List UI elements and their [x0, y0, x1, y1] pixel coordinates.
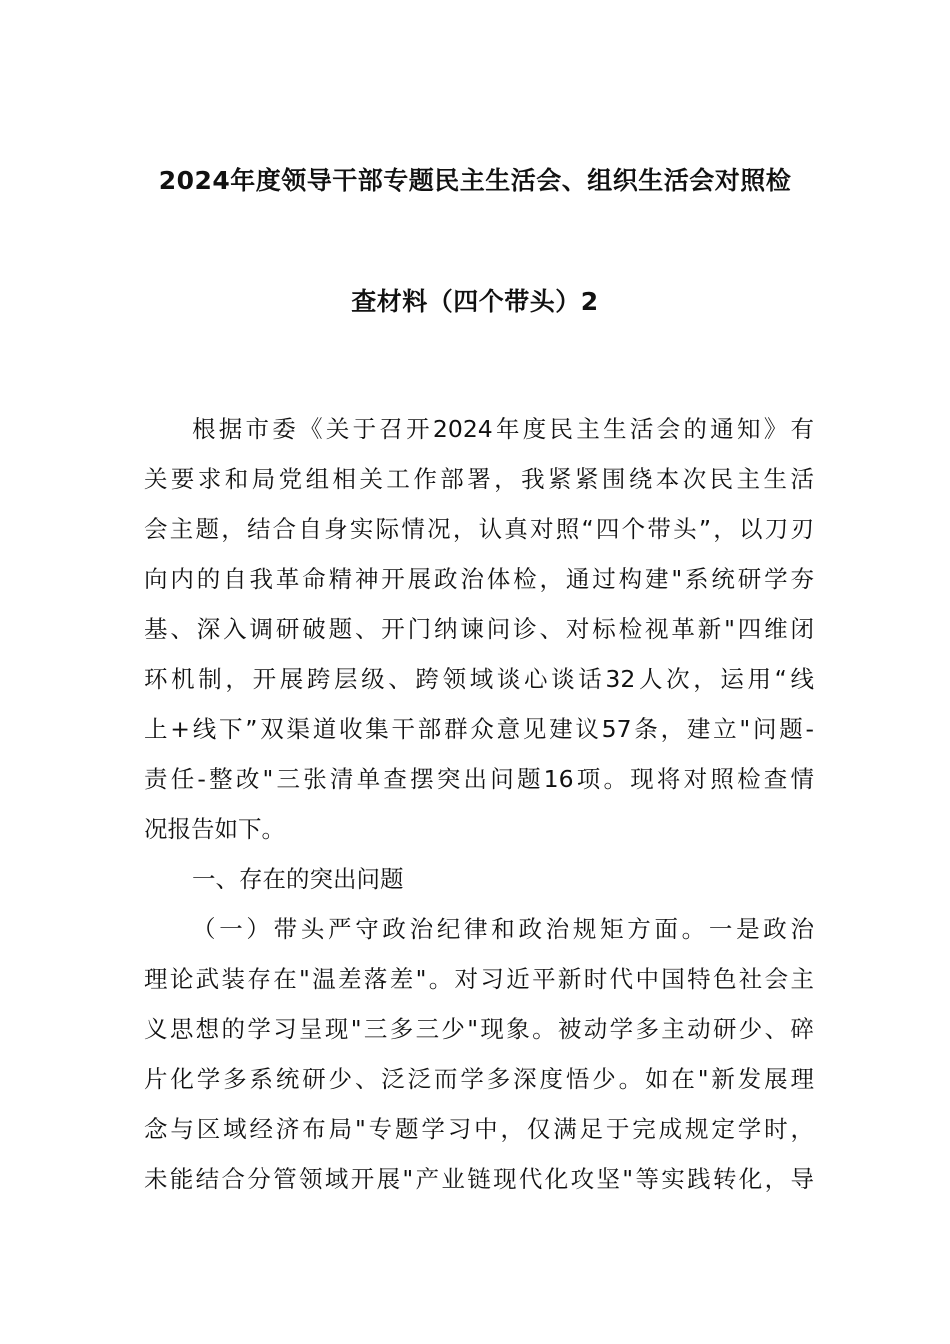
section-heading: [144, 854, 814, 904]
text-line: 会主题，结合自身实际情况，认真对照“四个带头”，以刀刃: [144, 515, 814, 543]
text-line: 片化学多系统研少、泛泛而学多深度悟少。如在"新发展理: [144, 1065, 814, 1093]
text-line: 上+线下”双渠道收集干部群众意见建议57条，建立"问题-: [144, 715, 814, 743]
text-line: 责任-整改"三张清单查摆突出问题16项。现将对照检查情: [144, 765, 814, 793]
text-line: 理论武装存在"温差落差"。对习近平新时代中国特色社会主: [144, 965, 814, 993]
text-line: 环机制，开展跨层级、跨领域谈心谈话32人次，运用“线: [144, 665, 814, 693]
text-line: 未能结合分管领域开展"产业链现代化攻坚"等实践转化，导: [144, 1165, 814, 1193]
section-1-heading: 一、存在的突出问题: [192, 865, 404, 893]
text-line: 向内的自我革命精神开展政治体检，通过构建"系统研学夯: [144, 565, 814, 593]
text-line: 基、深入调研破题、开门纳谏问诊、对标检视革新"四维闭: [144, 615, 814, 643]
text-line: 关要求和局党组相关工作部署，我紧紧围绕本次民主生活: [144, 465, 814, 493]
document-body: [144, 404, 814, 1204]
text-line: 义思想的学习呈现"三多三少"现象。被动学多主动研少、碎: [144, 1015, 814, 1043]
text-line: 况报告如下。: [144, 815, 285, 843]
text-line: 念与区域经济布局"专题学习中，仅满足于完成规定学时，: [144, 1115, 814, 1143]
text-line: 根据市委《关于召开2024年度民主生活会的通知》有: [192, 415, 814, 443]
document-title-line-1: 2024年度领导干部专题民主生活会、组织生活会对照检: [158, 166, 792, 195]
subsection-paragraph: [144, 904, 814, 1204]
intro-paragraph: [144, 404, 814, 854]
text-line: （一）带头严守政治纪律和政治规矩方面。一是政治: [192, 915, 814, 943]
document-title-line-2: 查材料（四个带头）2: [351, 287, 599, 316]
